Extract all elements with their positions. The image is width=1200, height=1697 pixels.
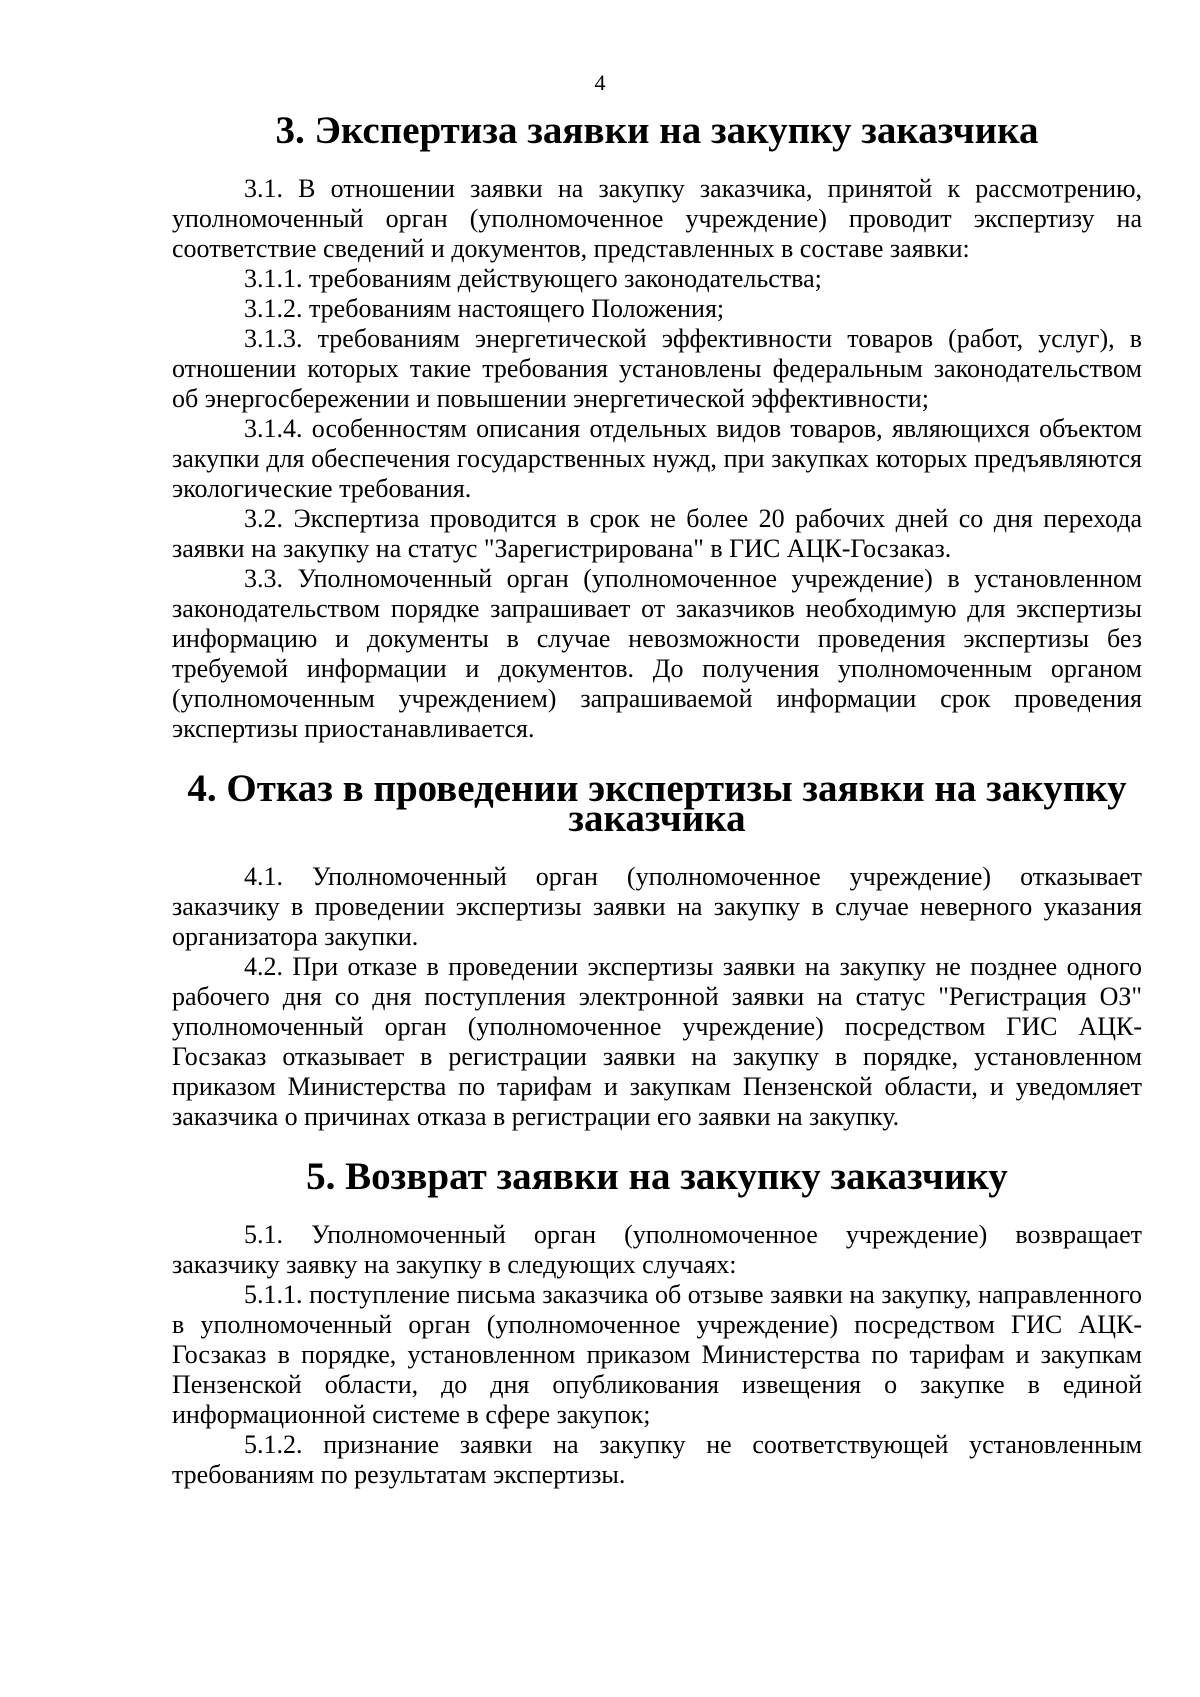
paragraph: 5.1. Уполномоченный орган (уполномоченное учреждение) возвращает заказчику заявку на закупку в следующих случаях:: [172, 1220, 1142, 1279]
paragraph: 3.1.2. требованиям настоящего Положения;: [244, 294, 725, 323]
section-4: [172, 767, 1142, 1132]
document-body: [172, 109, 1142, 1490]
paragraph: 5.1.1. поступление письма заказчика об отзыве заявки на закупку, направленного в уполномоченный орган (уполномоченное учреждение) посредством ГИС АЦК-Госзаказ в порядке, установленном приказом Министерства по тарифам и закупкам Пензенской области, до дня опубликования извещения о закупке в единой информационной системе в сфере закупок;: [172, 1280, 1142, 1429]
paragraph: 5.1.2. признание заявки на закупку не соответствующей установленным требованиям по результатам экспертизы.: [172, 1430, 1142, 1489]
paragraph: 3.1.4. особенностям описания отдельных видов товаров, являющихся объектом закупки для обеспечения государственных нужд, при закупках которых предъявляются экологические требования.: [172, 414, 1142, 503]
section-5: [172, 1155, 1142, 1490]
section-3: [172, 109, 1142, 744]
paragraph: 3.2. Экспертиза проводится в срок не более 20 рабочих дней со дня перехода заявки на закупку на статус "Зарегистрирована" в ГИС АЦК-Госзаказ.: [172, 504, 1142, 563]
section-heading: 4. Отказ в проведении экспертизы заявки на закупку заказчика: [187, 767, 1127, 840]
section-heading: 3. Экспертиза заявки на закупку заказчика: [275, 109, 1039, 152]
paragraph: 4.1. Уполномоченный орган (уполномоченное учреждение) отказывает заказчику в проведении экспертизы заявки на закупку в случае неверного указания организатора закупки.: [172, 862, 1142, 951]
section-heading: 5. Возврат заявки на закупку заказчику: [306, 1155, 1008, 1198]
page-number: 4: [594, 70, 606, 95]
paragraph: 3.1.1. требованиям действующего законодательства;: [244, 264, 822, 293]
paragraph: 4.2. При отказе в проведении экспертизы заявки на закупку не позднее одного рабочего дня со дня поступления электронной заявки на статус "Регистрация ОЗ" уполномоченный орган (уполномоченное учреждение) посредством ГИС АЦК-Госзаказ отказывает в регистрации заявки на закупку в порядке, установленном приказом Министерства по тарифам и закупкам Пензенской области, и уведомляет заказчика о причинах отказа в регистрации его заявки на закупку.: [172, 952, 1142, 1131]
paragraph: 3.1. В отношении заявки на закупку заказчика, принятой к рассмотрению, уполномоченный орган (уполномоченное учреждение) проводит экспертизу на соответствие сведений и документов, представленных в составе заявки:: [172, 174, 1142, 263]
paragraph: 3.3. Уполномоченный орган (уполномоченное учреждение) в установленном законодательством порядке запрашивает от заказчиков необходимую для экспертизы информацию и документы в случае невозможности проведения экспертизы без требуемой информации и документов. До получения уполномоченным органом (уполномоченным учреждением) запрашиваемой информации срок проведения экспертизы приостанавливается.: [172, 564, 1142, 743]
paragraph: 3.1.3. требованиям энергетической эффективности товаров (работ, услуг), в отношении которых такие требования установлены федеральным законодательством об энергосбережении и повышении энергетической эффективности;: [172, 324, 1142, 413]
